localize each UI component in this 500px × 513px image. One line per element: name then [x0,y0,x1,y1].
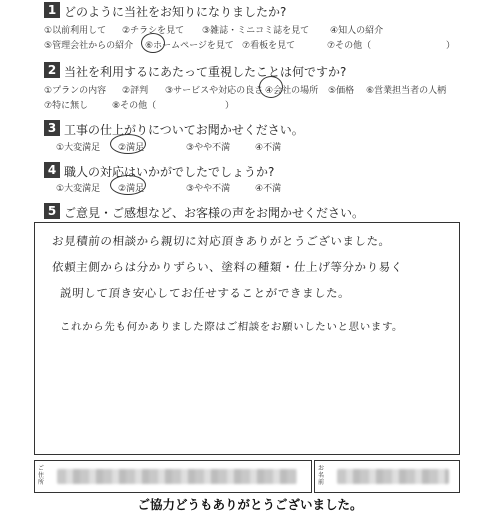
question-2-text: 当社を利用するにあたって重視したことは何ですか? [64,65,347,79]
q3-option-3: ③やや不満 [186,143,231,153]
q2-option-4: ④会社の場所 [265,86,319,96]
address-label: ご住所 [38,465,45,486]
q1-option-other: ⑦その他（ [327,41,372,51]
q3-option-4: ④不満 [255,143,282,153]
question-number-4: 4 [44,162,60,178]
name-label: お名前 [318,465,325,486]
q4-option-1: ①大変満足 [56,184,101,194]
question-1-text: どのように当社をお知りになりましたか? [64,5,287,19]
question-number-3: 3 [44,120,60,136]
q4-option-2: ②満足 [118,184,145,194]
comment-line-3: 説明して頂き安心してお任せすることができました。 [59,286,351,300]
question-number-1: 1 [44,2,60,18]
q1-option-6: ⑥ホームページを見て [145,41,234,51]
q1-option-7: ⑦看板を見て [242,41,296,51]
q2-option-5: ⑤価格 [328,86,355,96]
q1-option-1: ①以前利用して [44,26,107,36]
question-5-text: ご意見・ご感想など、お客様の声をお聞かせください。 [64,206,365,220]
question-number-5: 5 [44,203,60,219]
q4-option-4: ④不満 [255,184,282,194]
q2-option-1: ①プランの内容 [44,86,107,96]
q4-option-3: ③やや不満 [186,184,231,194]
q3-option-1: ①大変満足 [56,143,101,153]
comment-line-2: 依頼主側からは分かりずらい、塗料の種類・仕上げ等分かり易く [51,260,404,274]
q2-option-2: ②評判 [122,86,149,96]
q1-option-2: ②チラシを見て [122,26,185,36]
comment-box [34,222,460,455]
selected-mark-q4 [110,175,146,195]
name-field [314,460,460,493]
q3-option-2: ②満足 [118,143,145,153]
selected-mark-q3 [110,134,146,154]
address-field [34,460,312,493]
q2-option-other-close: ） [225,101,235,111]
q1-option-3: ③雑誌・ミニコミ誌を見て [202,26,310,36]
q2-option-7: ⑦特に無し [44,101,89,111]
thank-you-message: ご協力どうもありがとうございました。 [137,497,363,512]
q2-option-other: ⑧その他（ [112,101,157,111]
selected-mark-q2 [259,76,283,98]
q1-option-4: ④知人の紹介 [330,26,384,36]
question-number-2: 2 [44,62,60,78]
q2-option-3: ③サービスや対応の良さ [165,86,264,96]
q2-option-6: ⑥営業担当者の人柄 [366,86,447,96]
q1-option-5: ⑤管理会社からの紹介 [44,41,134,51]
question-4-text: 職人の対応はいかがでしたでしょうか? [64,165,275,179]
redacted-name [337,469,449,484]
q1-option-other-close: ） [446,41,456,51]
redacted-address [57,469,297,484]
question-3-text: 工事の仕上がりについてお聞かせください。 [64,123,304,137]
comment-line-1: お見積前の相談から親切に対応頂きありがとうございました。 [51,234,392,248]
selected-mark-q1 [141,33,165,53]
comment-line-4: これから先も何かありました際はご相談をお願いしたいと思います。 [59,321,404,333]
